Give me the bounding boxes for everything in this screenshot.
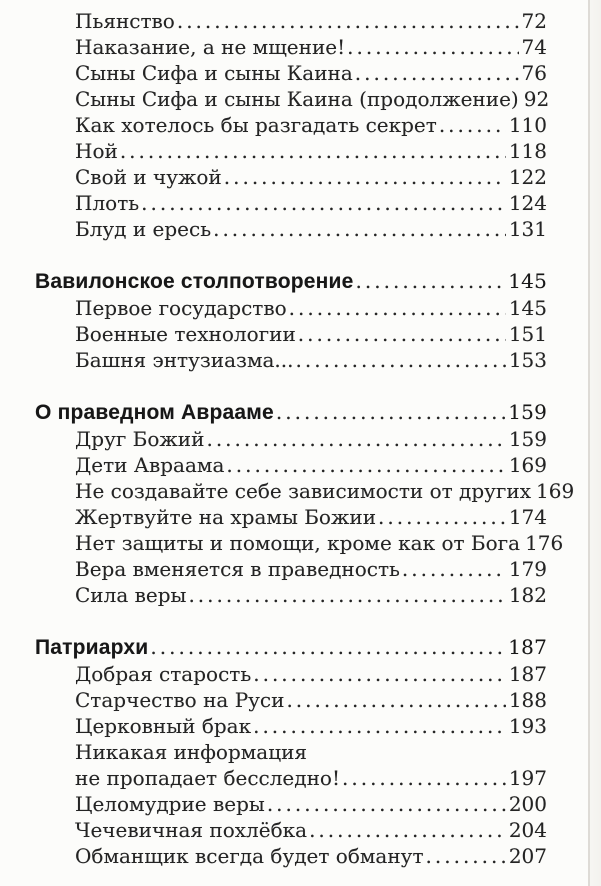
section-header-page: 187 (508, 635, 547, 659)
dot-leader (378, 504, 506, 530)
toc-entry-page: 187 (508, 662, 547, 686)
toc-entry-title: Ной (75, 139, 118, 163)
toc-entry-title: Вера вменяется в праведность (75, 557, 400, 581)
section-header (35, 399, 547, 426)
toc-entry-page: 124 (508, 191, 547, 215)
toc-entry-title: Дети Авраама (75, 453, 225, 477)
dot-leader (355, 60, 519, 86)
toc-entry (35, 582, 547, 608)
section-header-page: 145 (508, 269, 547, 293)
toc-entry-title: Обманщик всегда будет обманут (75, 844, 424, 868)
toc-entry-title: Старчество на Руси (75, 688, 285, 712)
dot-leader (213, 216, 506, 242)
dot-leader (253, 713, 506, 739)
toc-entry-page: 182 (508, 583, 547, 607)
toc-entry-page: 92 (523, 87, 550, 111)
toc-entry-title: Наказание, а не мщение! (75, 35, 346, 59)
toc-entry (35, 34, 547, 60)
dot-leader (150, 634, 505, 660)
toc-entry-title: не пропадает бесследно! (75, 766, 340, 790)
toc-section (35, 399, 575, 608)
dot-leader (402, 556, 506, 582)
dot-leader (356, 268, 506, 294)
toc-entry-page: 151 (508, 322, 547, 346)
section-header-title: Вавилонское столпотворение (35, 270, 354, 293)
toc-entry-title: Военные технологии (75, 322, 296, 346)
toc-entry-page: 153 (508, 348, 547, 372)
dot-leader (177, 8, 519, 34)
toc-entry-title: Жертвуйте на храмы Божии (75, 505, 377, 529)
toc-section (35, 268, 547, 373)
section-header-title: Патриархи (35, 636, 149, 659)
toc-entry-page: 197 (508, 766, 547, 790)
toc-entry-page: 110 (508, 113, 547, 137)
dot-leader (298, 321, 506, 347)
toc-entry-title: Блуд и ересь (75, 217, 212, 241)
dot-leader (289, 295, 506, 321)
dot-leader (226, 452, 505, 478)
toc-entry (35, 164, 547, 190)
toc-entry (35, 86, 550, 112)
toc-entry-title: Не создавайте себе зависимости от других (75, 479, 532, 503)
section-header (35, 634, 547, 661)
section-header (35, 268, 547, 295)
toc-entry (35, 452, 547, 478)
toc-entry-title: Как хотелось бы разгадать секрет (75, 113, 437, 137)
toc-entry-page: 193 (508, 714, 547, 738)
section-header-page: 159 (508, 400, 547, 424)
toc-entry-title: Сыны Сифа и сыны Каина (75, 61, 353, 85)
toc-entry-page: 188 (508, 688, 547, 712)
toc-entry (35, 8, 547, 34)
toc-entry-title: Друг Божий (75, 427, 205, 451)
dot-leader (342, 765, 506, 791)
toc-entry (35, 426, 547, 452)
toc-entry-page: 74 (521, 35, 547, 59)
toc-section (35, 8, 550, 242)
toc-entry (35, 321, 547, 347)
dot-leader (224, 164, 506, 190)
toc-entry (35, 791, 547, 817)
toc-entry-page: 122 (508, 165, 547, 189)
page-edge-line (588, 0, 590, 886)
toc-entry-title: Добрая старость (75, 662, 252, 686)
toc-entry (35, 661, 547, 687)
toc-entry-page: 174 (508, 505, 547, 529)
toc-entry-title: Башня энтузиазма... (75, 348, 294, 372)
toc-entry-title: Нет защиты и помощи, кроме как от Бога (75, 531, 521, 555)
toc-entry (35, 112, 547, 138)
dot-leader (141, 190, 506, 216)
toc-entry-title: Церковный брак (75, 714, 252, 738)
toc-entry-page: 72 (521, 9, 547, 33)
toc-entry (35, 504, 547, 530)
toc-entry-page: 159 (508, 427, 547, 451)
dot-leader (426, 843, 506, 869)
dot-leader (188, 582, 505, 608)
toc-entry (35, 765, 547, 791)
dot-leader (309, 817, 506, 843)
toc-entry-title: Пьянство (75, 9, 175, 33)
toc-entry (35, 138, 547, 164)
toc-entry (35, 556, 547, 582)
toc-entry-title: Сыны Сифа и сыны Каина (продолжение) (75, 87, 519, 111)
toc-entry (35, 190, 547, 216)
toc-entry-title: Чечевичная похлёбка (75, 818, 308, 842)
toc-entry-page: 169 (536, 479, 575, 503)
page-edge-shade (589, 0, 601, 886)
toc-entry (35, 60, 547, 86)
dot-leader (267, 791, 506, 817)
toc-entry (35, 713, 547, 739)
toc-entry-page: 207 (508, 844, 547, 868)
toc-entry-page: 76 (521, 61, 547, 85)
toc-entry-page: 145 (508, 296, 547, 320)
toc-entry-page: 176 (525, 531, 564, 555)
table-of-contents (35, 8, 575, 869)
dot-leader (206, 426, 505, 452)
dot-leader (286, 687, 505, 713)
toc-entry-title: Первое государство (75, 296, 287, 320)
toc-section (35, 634, 547, 869)
toc-entry-title: Никакая информация (75, 740, 308, 764)
toc-entry (35, 687, 547, 713)
dot-leader (120, 138, 506, 164)
dot-leader (296, 347, 506, 373)
dot-leader (439, 112, 506, 138)
toc-entry-title: Сила веры (75, 583, 187, 607)
dot-leader (276, 399, 505, 425)
toc-entry (35, 347, 547, 373)
toc-entry (35, 295, 547, 321)
toc-entry-page: 200 (508, 792, 547, 816)
toc-entry (35, 530, 564, 556)
dot-leader (253, 661, 506, 687)
toc-entry (35, 843, 547, 869)
toc-entry-page: 169 (508, 453, 547, 477)
toc-entry-page: 179 (508, 557, 547, 581)
toc-entry-page: 131 (508, 217, 547, 241)
section-header-title: О праведном Аврааме (35, 401, 274, 424)
toc-entry (35, 817, 547, 843)
toc-entry (35, 216, 547, 242)
toc-entry (35, 478, 575, 504)
toc-entry-page: 118 (508, 139, 547, 163)
toc-entry-title: Целомудрие веры (75, 792, 265, 816)
toc-entry-page: 204 (508, 818, 547, 842)
toc-entry-title: Плоть (75, 191, 140, 215)
toc-entry-title: Свой и чужой (75, 165, 222, 189)
toc-entry (35, 739, 547, 765)
dot-leader (347, 34, 518, 60)
